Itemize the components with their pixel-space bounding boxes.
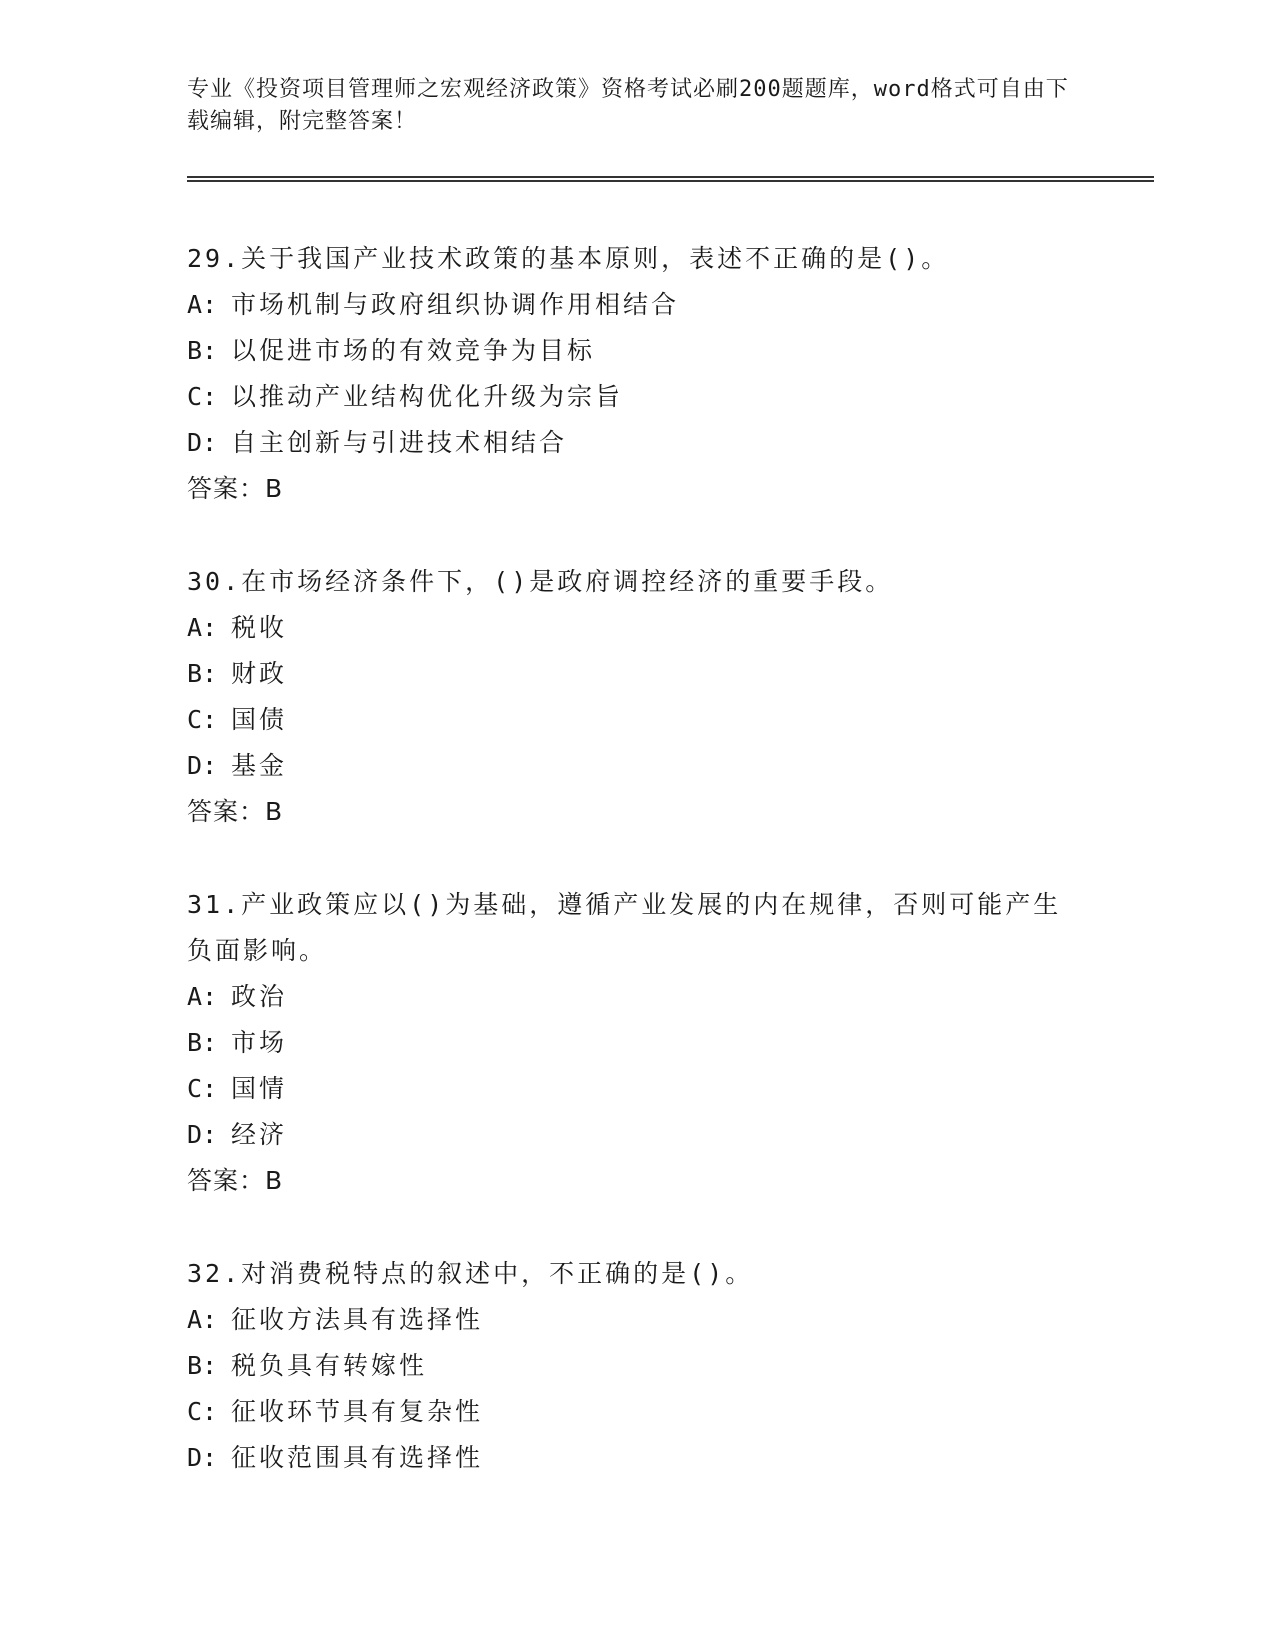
option-letter: B: [187,659,218,688]
option-a [187,1297,1087,1343]
question-stem [187,1251,1087,1297]
option-a [187,282,1087,328]
option-text: 国情 [231,1074,288,1103]
option-letter: D: [187,1120,218,1149]
answer-line: 答案：B [187,474,284,503]
document-header [187,74,1087,138]
option-c [187,1066,1087,1112]
option-text: 国债 [231,705,288,734]
question-stem [187,559,1087,605]
option-letter: A: [187,613,218,642]
option-letter: D: [187,1443,218,1472]
option-text: 市场机制与政府组织协调作用相结合 [231,290,680,319]
question-31 [187,882,1087,1204]
option-text: 征收方法具有选择性 [231,1305,484,1334]
option-text: 征收环节具有复杂性 [231,1397,484,1426]
option-d [187,1435,1087,1481]
option-letter: A: [187,290,218,319]
option-d [187,420,1087,466]
question-text: 对消费税特点的叙述中，不正确的是()。 [241,1259,754,1288]
question-stem [187,882,1087,974]
header-divider [187,176,1154,182]
option-letter: B: [187,1351,218,1380]
option-d [187,1112,1087,1158]
option-text: 市场 [231,1028,288,1057]
option-a [187,605,1087,651]
question-number: 29. [187,244,242,273]
option-c [187,374,1087,420]
option-text: 征收范围具有选择性 [231,1443,484,1472]
option-b [187,1020,1087,1066]
option-b [187,328,1087,374]
option-letter: C: [187,1074,218,1103]
option-letter: A: [187,982,218,1011]
option-text: 以推动产业结构优化升级为宗旨 [231,382,624,411]
option-letter: B: [187,1028,218,1057]
question-stem [187,236,1087,282]
option-c [187,697,1087,743]
option-c [187,1389,1087,1435]
option-letter: C: [187,705,218,734]
question-list [187,236,1087,1528]
option-text: 财政 [231,659,288,688]
answer-line: 答案：B [187,797,284,826]
option-letter: D: [187,428,218,457]
option-a [187,974,1087,1020]
question-text: 关于我国产业技术政策的基本原则，表述不正确的是()。 [241,244,950,273]
option-text: 经济 [231,1120,288,1149]
option-d [187,743,1087,789]
option-text: 税负具有转嫁性 [231,1351,428,1380]
question-text: 在市场经济条件下，()是政府调控经济的重要手段。 [241,567,894,596]
document-title: 专业《投资项目管理师之宏观经济政策》资格考试必刷200题题库，word格式可自由下载编辑，附完整答案！ [187,77,1069,134]
option-text: 自主创新与引进技术相结合 [231,428,568,457]
question-number: 32. [187,1259,242,1288]
option-letter: B: [187,336,218,365]
option-text: 以促进市场的有效竞争为目标 [231,336,596,365]
option-letter: A: [187,1305,218,1334]
question-text: 产业政策应以()为基础，遵循产业发展的内在规律，否则可能产生负面影响。 [187,890,1062,965]
answer-line: 答案：B [187,1166,284,1195]
option-letter: C: [187,1397,218,1426]
option-text: 政治 [231,982,288,1011]
option-text: 税收 [231,613,288,642]
option-b [187,1343,1087,1389]
question-number: 31. [187,890,242,919]
option-b [187,651,1087,697]
question-29 [187,236,1087,512]
option-letter: C: [187,382,218,411]
option-letter: D: [187,751,218,780]
question-30 [187,559,1087,835]
question-32 [187,1251,1087,1481]
option-text: 基金 [231,751,288,780]
question-number: 30. [187,567,242,596]
